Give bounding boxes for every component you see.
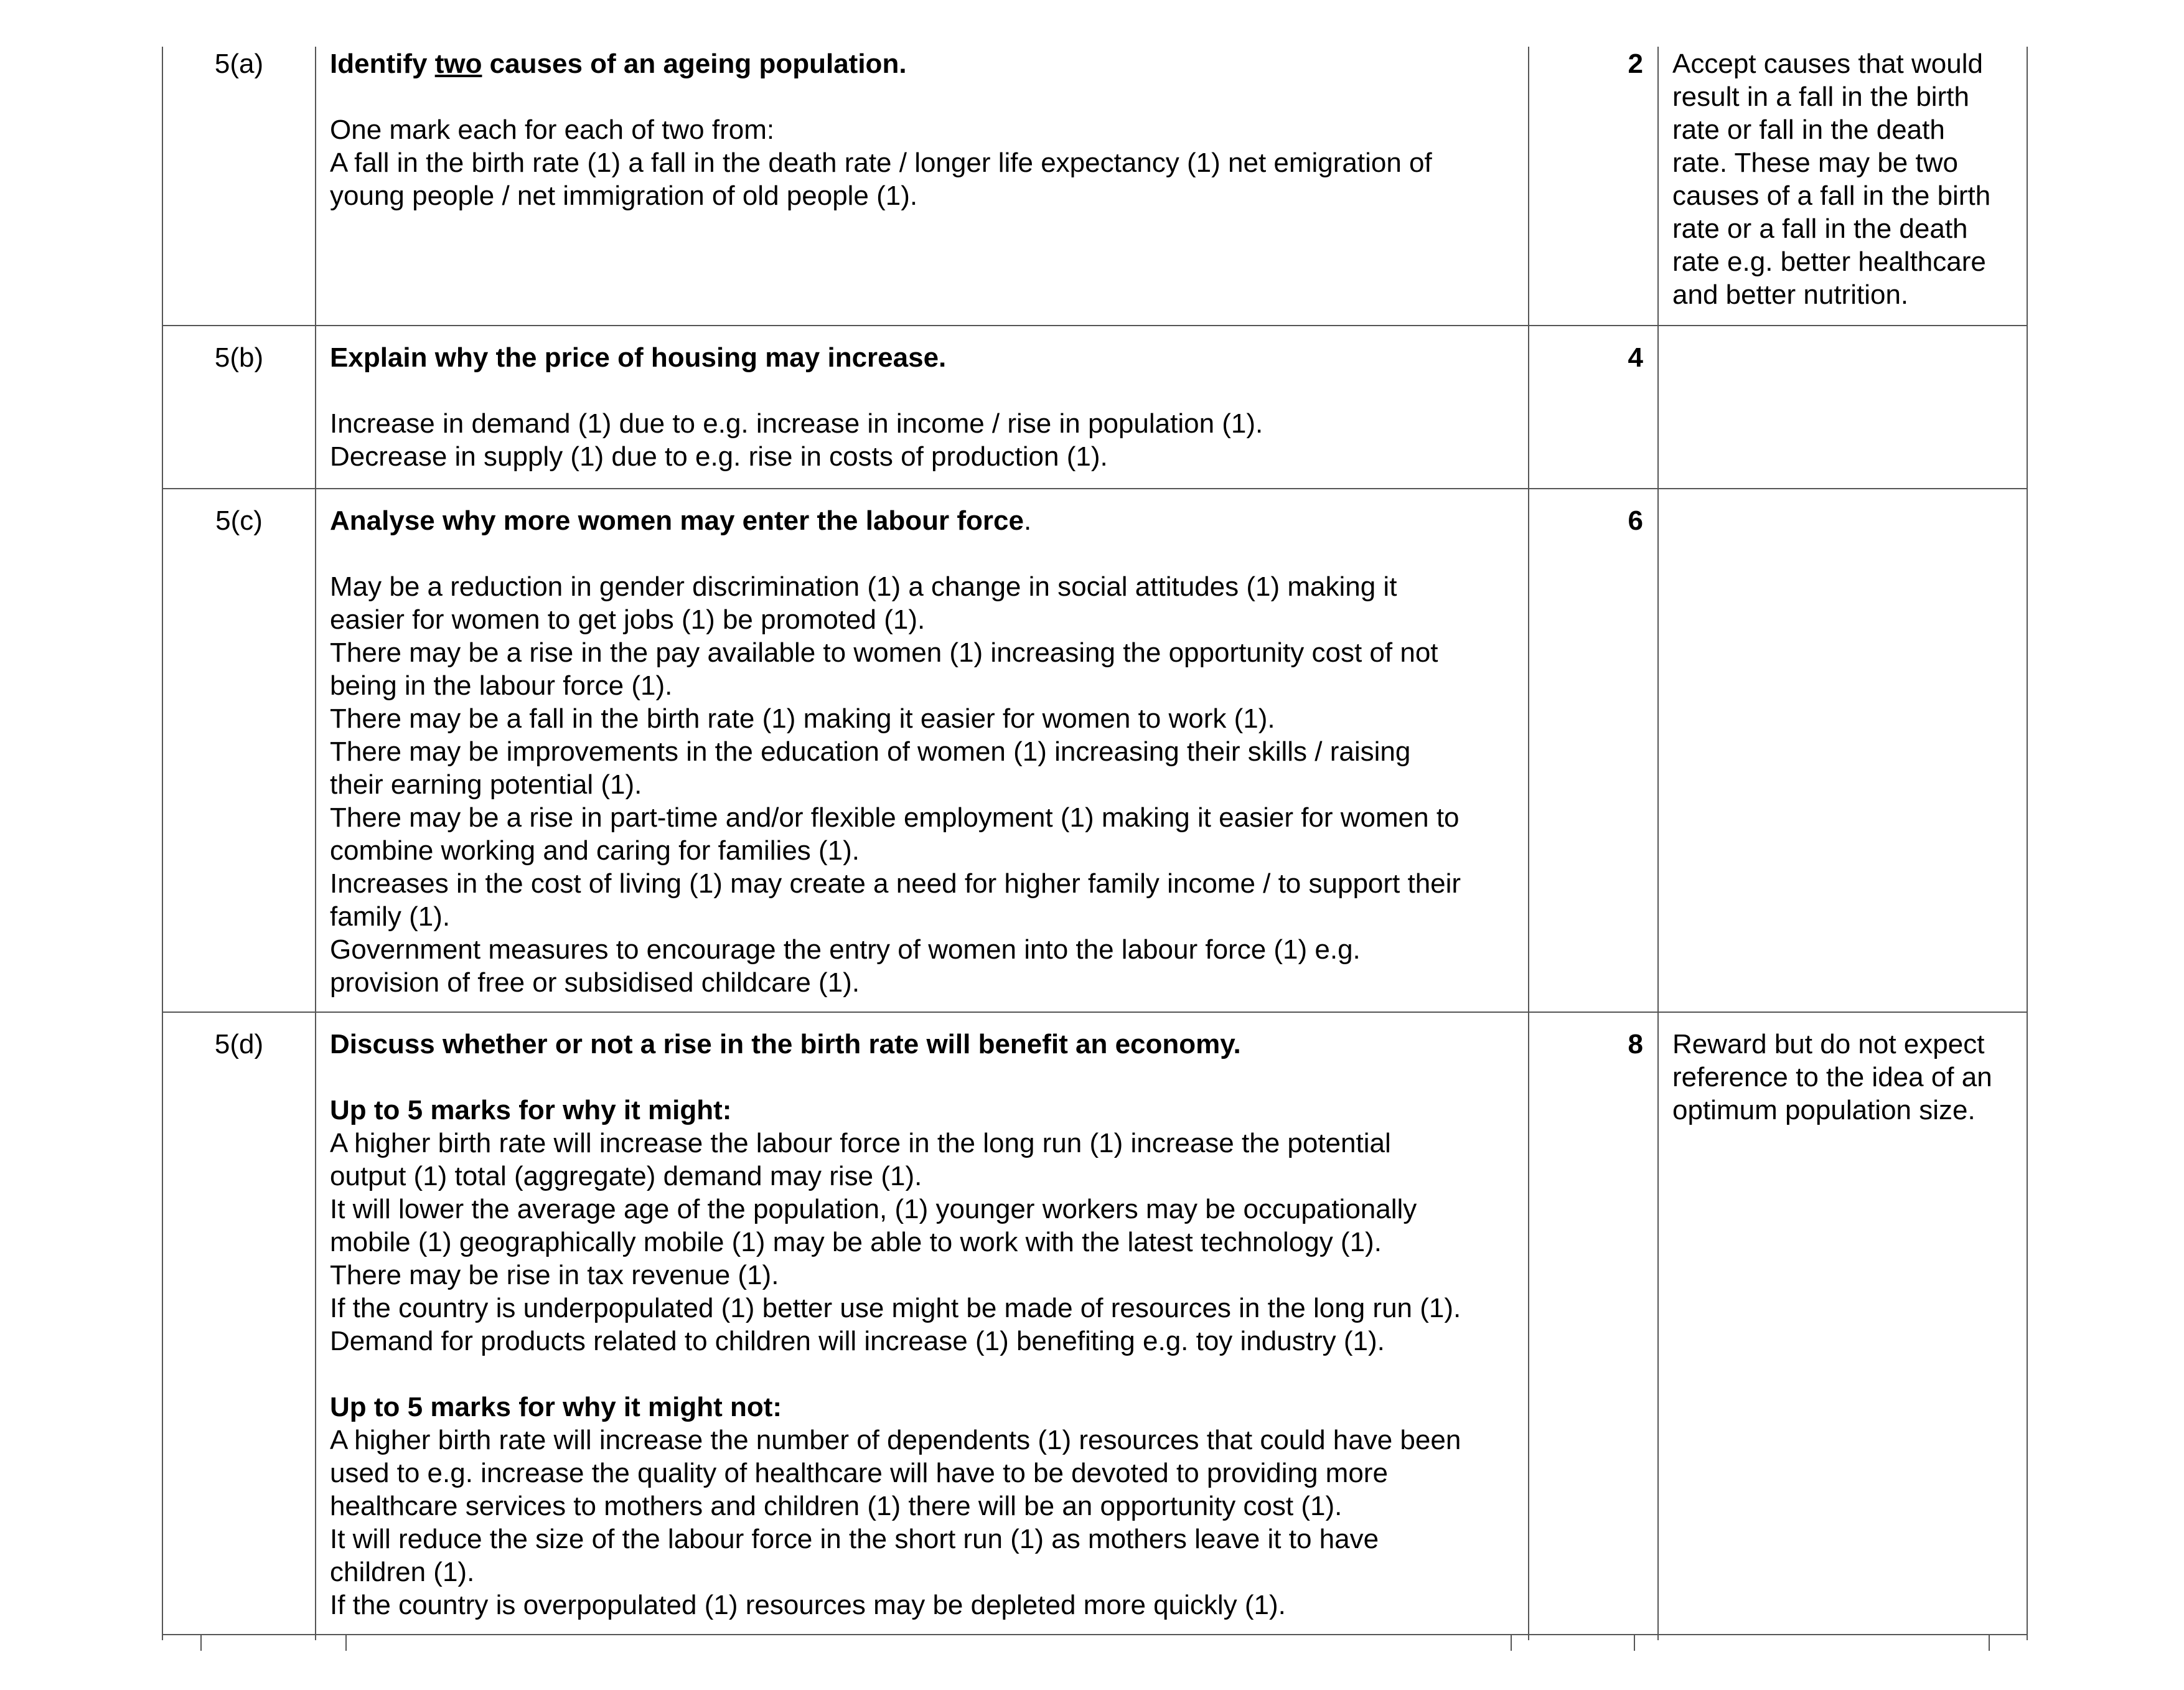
guidance-line: rate e.g. better healthcare <box>1672 246 1986 277</box>
answer-line: healthcare services to mothers and children (1) there will be an opportunity cost (1). <box>330 1491 1343 1521</box>
footer-tick <box>1989 1635 1990 1651</box>
guidance-line: reference to the idea of an <box>1672 1062 1992 1092</box>
question-number-label: 5(b) <box>214 342 264 373</box>
underlined-word: two <box>434 49 482 79</box>
answer-line: their earning potential (1). <box>330 769 642 800</box>
guidance-line: optimum population size. <box>1672 1095 1975 1125</box>
guidance-cell <box>1672 1028 2024 1127</box>
question-number <box>163 341 315 374</box>
guidance-line: causes of a fall in the birth <box>1672 181 1991 211</box>
answer-line: children (1). <box>330 1557 475 1587</box>
answer-line: There may be a rise in the pay available to women (1) increasing the opportunity cost of not <box>330 637 1438 668</box>
row-divider-a-b <box>162 325 2028 326</box>
question-number <box>163 1028 315 1061</box>
row-divider-b-c <box>162 488 2028 489</box>
answer-line: One mark each for each of two from: <box>330 115 775 145</box>
question-number-label: 5(a) <box>214 49 264 79</box>
answer-line: A higher birth rate will increase the labour force in the long run (1) increase the potential <box>330 1128 1391 1158</box>
answer-line: A fall in the birth rate (1) a fall in the death rate / longer life expectancy (1) net emigration of <box>330 148 1432 178</box>
marks-value: 6 <box>1628 505 1643 536</box>
answer-line: used to e.g. increase the quality of healthcare will have to be devoted to providing more <box>330 1458 1388 1488</box>
question-cell <box>330 1028 1522 1622</box>
answer-line: output (1) total (aggregate) demand may rise (1). <box>330 1161 922 1191</box>
answer-line: Decrease in supply (1) due to e.g. rise in costs of production (1). <box>330 441 1108 472</box>
guidance-line: Reward but do not expect <box>1672 1029 1985 1059</box>
answer-line: There may be a rise in part-time and/or flexible employment (1) making it easier for women to <box>330 802 1460 833</box>
subheading: Up to 5 marks for why it might not: <box>330 1392 782 1422</box>
column-divider-marks <box>1528 47 1529 1640</box>
column-divider-question <box>315 47 316 1640</box>
footer-tick <box>200 1635 202 1651</box>
subheading: Up to 5 marks for why it might: <box>330 1095 732 1125</box>
question-text: Analyse why more women may enter the labour force. <box>330 505 1032 536</box>
answer-line: May be a reduction in gender discrimination (1) a change in social attitudes (1) making it <box>330 571 1397 602</box>
guidance-line: Accept causes that would <box>1672 49 1983 79</box>
answer-line: young people / net immigration of old people (1). <box>330 181 918 211</box>
marks-cell <box>1529 1028 1643 1061</box>
answer-line: It will reduce the size of the labour force in the short run (1) as mothers leave it to have <box>330 1524 1379 1554</box>
answer-line: provision of free or subsidised childcare (1). <box>330 967 860 998</box>
answer-line: There may be a fall in the birth rate (1) making it easier for women to work (1). <box>330 703 1275 734</box>
table-border-left <box>162 47 163 1640</box>
question-text: Explain why the price of housing may increase. <box>330 342 947 373</box>
answer-line: Government measures to encourage the entry of women into the labour force (1) e.g. <box>330 934 1361 965</box>
question-text: Identify two causes of an ageing population. <box>330 49 907 79</box>
answer-line: easier for women to get jobs (1) be promoted (1). <box>330 604 926 635</box>
question-number <box>163 504 315 537</box>
answer-line: family (1). <box>330 901 451 932</box>
answer-line: If the country is underpopulated (1) better use might be made of resources in the long run (1). <box>330 1293 1461 1323</box>
question-number-label: 5(d) <box>214 1029 264 1059</box>
marks-value: 4 <box>1628 342 1643 373</box>
marks-value: 8 <box>1628 1029 1643 1059</box>
footer-tick <box>1634 1635 1635 1651</box>
answer-line: mobile (1) geographically mobile (1) may be able to work with the latest technology (1). <box>330 1227 1382 1257</box>
marks-cell <box>1529 47 1643 80</box>
guidance-cell <box>1672 47 2024 311</box>
answer-line: combine working and caring for families (1). <box>330 835 860 866</box>
answer-line: Increases in the cost of living (1) may create a need for higher family income / to support their <box>330 868 1461 899</box>
answer-line: Demand for products related to children will increase (1) benefiting e.g. toy industry (1). <box>330 1326 1385 1356</box>
answer-line: There may be improvements in the education of women (1) increasing their skills / raising <box>330 736 1411 767</box>
guidance-line: rate or fall in the death <box>1672 115 1945 145</box>
question-number-label: 5(c) <box>215 505 263 536</box>
marks-cell <box>1529 341 1643 374</box>
question-text: Discuss whether or not a rise in the birth rate will benefit an economy. <box>330 1029 1241 1059</box>
answer-line: It will lower the average age of the population, (1) younger workers may be occupationally <box>330 1194 1417 1224</box>
footer-tick <box>1511 1635 1512 1651</box>
answer-line: There may be rise in tax revenue (1). <box>330 1260 779 1290</box>
question-cell <box>330 504 1522 999</box>
footer-tick <box>345 1635 347 1651</box>
question-number <box>163 47 315 80</box>
answer-line: If the country is overpopulated (1) resources may be depleted more quickly (1). <box>330 1590 1286 1620</box>
marks-value: 2 <box>1628 49 1643 79</box>
guidance-line: and better nutrition. <box>1672 279 1909 310</box>
answer-line: A higher birth rate will increase the number of dependents (1) resources that could have been <box>330 1425 1461 1455</box>
table-border-bottom <box>162 1634 2028 1635</box>
question-cell <box>330 341 1522 473</box>
column-divider-guidance <box>1657 47 1659 1640</box>
guidance-line: rate or a fall in the death <box>1672 214 1968 244</box>
question-cell <box>330 47 1522 212</box>
table-border-right <box>2027 47 2028 1640</box>
row-divider-c-d <box>162 1012 2028 1013</box>
marks-cell <box>1529 504 1643 537</box>
guidance-line: result in a fall in the birth <box>1672 82 1969 112</box>
answer-line: Increase in demand (1) due to e.g. increase in income / rise in population (1). <box>330 408 1263 439</box>
answer-line: being in the labour force (1). <box>330 670 673 701</box>
guidance-line: rate. These may be two <box>1672 148 1958 178</box>
